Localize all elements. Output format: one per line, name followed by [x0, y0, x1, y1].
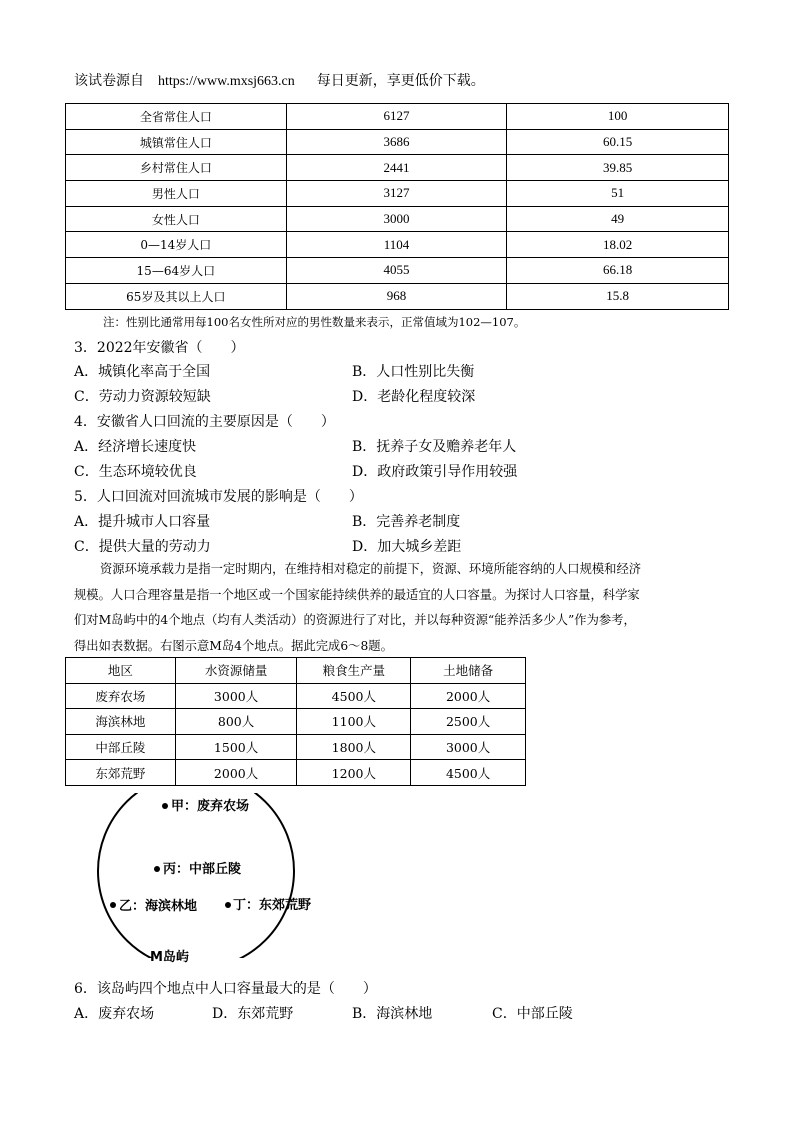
- population-cell-share: 100: [507, 104, 729, 130]
- population-row: [66, 129, 729, 155]
- population-cell-count: 6127: [286, 104, 507, 130]
- island-name: M岛屿: [150, 950, 189, 965]
- population-row: [66, 206, 729, 232]
- population-table: [65, 103, 729, 310]
- question-3-stem: 3．2022年安徽省（ ）: [74, 340, 245, 356]
- population-row: [66, 232, 729, 258]
- population-cell-label: 全省常住人口: [66, 104, 287, 130]
- population-cell-count: 3000: [286, 206, 507, 232]
- resource-cell-region: 海滨林地: [66, 709, 176, 735]
- resource-cell-water: 1500人: [175, 734, 297, 760]
- question-6-option-d: D．东郊荒野: [212, 1006, 294, 1022]
- resource-cell-region: 东郊荒野: [66, 760, 176, 786]
- passage-line-1: 资源环境承载力是指一定时期内，在维持相对稳定的前提下，资源、环境所能容纳的人口规模和经济: [100, 562, 642, 576]
- population-cell-count: 968: [286, 283, 507, 309]
- passage-line-3: 们对M岛屿中的4个地点（均有人类活动）的资源进行了对比，并以每种资源“能养活多少人”作为参考，: [74, 613, 636, 627]
- question-6-option-b: B．海滨林地: [352, 1006, 433, 1022]
- population-cell-label: 乡村常住人口: [66, 155, 287, 181]
- table-note: 注：性别比通常用每100名女性所对应的男性数量来表示，正常值域为102—107。: [103, 315, 526, 329]
- page-header: [74, 70, 485, 90]
- passage: [74, 557, 724, 659]
- population-cell-share: 49: [507, 206, 729, 232]
- population-cell-label: 城镇常住人口: [66, 129, 287, 155]
- question-4-option-d: D．政府政策引导作用较强: [352, 464, 518, 480]
- site-yi-label: 乙：海滨林地: [119, 899, 198, 914]
- population-row: [66, 155, 729, 181]
- resource-cell-land: 3000人: [411, 734, 526, 760]
- site-jia-dot: [162, 803, 168, 809]
- resource-row: [66, 709, 526, 735]
- population-row: [66, 104, 729, 130]
- resource-cell-land: 2000人: [411, 683, 526, 709]
- passage-line-4: 得出如表数据。右图示意M岛4个地点。据此完成6～8题。: [74, 638, 393, 653]
- question-4-stem: 4．安徽省人口回流的主要原因是（ ）: [74, 414, 335, 430]
- population-cell-share: 66.18: [507, 258, 729, 284]
- population-cell-share: 18.02: [507, 232, 729, 258]
- question-5-option-d: D．加大城乡差距: [352, 539, 462, 555]
- resource-cell-region: 废弃农场: [66, 683, 176, 709]
- resource-row: [66, 683, 526, 709]
- population-cell-share: 39.85: [507, 155, 729, 181]
- population-cell-count: 3686: [286, 129, 507, 155]
- resource-header-region: 地区: [66, 658, 176, 684]
- question-3-option-c: C．劳动力资源较短缺: [74, 389, 211, 405]
- population-row: [66, 258, 729, 284]
- question-4-option-b: B．抚养子女及赡养老年人: [352, 439, 517, 455]
- question-4-option-a: A．经济增长速度快: [74, 439, 197, 455]
- resource-cell-land: 2500人: [411, 709, 526, 735]
- population-cell-share: 51: [507, 181, 729, 207]
- site-jia-label: 甲：废弃农场: [171, 799, 250, 814]
- site-ding-dot: [225, 902, 231, 908]
- resource-cell-grain: 1100人: [297, 709, 411, 735]
- population-cell-share: 60.15: [507, 129, 729, 155]
- header-tagline: 每日更新，享更低价下载。: [316, 73, 485, 89]
- question-5-stem: 5．人口回流对回流城市发展的影响是（ ）: [74, 489, 363, 505]
- site-ding-label: 丁：东郊荒野: [233, 898, 312, 913]
- resource-header-land: 土地储备: [411, 658, 526, 684]
- passage-line-2: 规模。人口合理容量是指一个地区或一个国家能持续供养的最适宜的人口容量。为探讨人口容量，科学家: [74, 587, 640, 602]
- question-3-option-a: A．城镇化率高于全国: [74, 364, 211, 380]
- population-cell-label: 0—14岁人口: [66, 232, 287, 258]
- population-cell-label: 女性人口: [66, 206, 287, 232]
- resource-cell-water: 800人: [175, 709, 297, 735]
- resource-cell-water: 3000人: [175, 683, 297, 709]
- resource-row: [66, 734, 526, 760]
- question-5-option-a: A．提升城市人口容量: [74, 514, 211, 530]
- resource-cell-grain: 1800人: [297, 734, 411, 760]
- resource-cell-grain: 1200人: [297, 760, 411, 786]
- question-6-stem: 6．该岛屿四个地点中人口容量最大的是（ ）: [74, 981, 377, 997]
- resource-cell-water: 2000人: [175, 760, 297, 786]
- site-yi-dot: [110, 902, 116, 908]
- source-url[interactable]: https://www.mxsj663.cn: [158, 74, 295, 89]
- resource-table: [65, 657, 526, 786]
- resource-header-grain: 粮食生产量: [297, 658, 411, 684]
- question-6-option-a: A．废弃农场: [74, 1006, 155, 1022]
- population-cell-label: 65岁及其以上人口: [66, 283, 287, 309]
- population-cell-label: 男性人口: [66, 181, 287, 207]
- population-cell-share: 15.8: [507, 283, 729, 309]
- population-cell-label: 15—64岁人口: [66, 258, 287, 284]
- resource-cell-region: 中部丘陵: [66, 734, 176, 760]
- population-row: [66, 283, 729, 309]
- resource-row: [66, 760, 526, 786]
- site-bing-label: 丙：中部丘陵: [163, 862, 242, 877]
- source-label: 该试卷源自: [74, 73, 144, 89]
- island-map: [88, 793, 338, 958]
- site-bing-dot: [154, 866, 160, 872]
- resource-cell-land: 4500人: [411, 760, 526, 786]
- population-cell-count: 4055: [286, 258, 507, 284]
- population-cell-count: 1104: [286, 232, 507, 258]
- population-row: [66, 181, 729, 207]
- question-5-option-c: C．提供大量的劳动力: [74, 539, 211, 555]
- question-5-option-b: B．完善养老制度: [352, 514, 461, 530]
- resource-cell-grain: 4500人: [297, 683, 411, 709]
- question-4-option-c: C．生态环境较优良: [74, 464, 197, 480]
- question-3-option-d: D．老龄化程度较深: [352, 389, 476, 405]
- population-cell-count: 2441: [286, 155, 507, 181]
- question-3-option-b: B．人口性别比失衡: [352, 364, 475, 380]
- question-6-option-c: C．中部丘陵: [492, 1006, 573, 1022]
- resource-header-water: 水资源储量: [175, 658, 297, 684]
- population-cell-count: 3127: [286, 181, 507, 207]
